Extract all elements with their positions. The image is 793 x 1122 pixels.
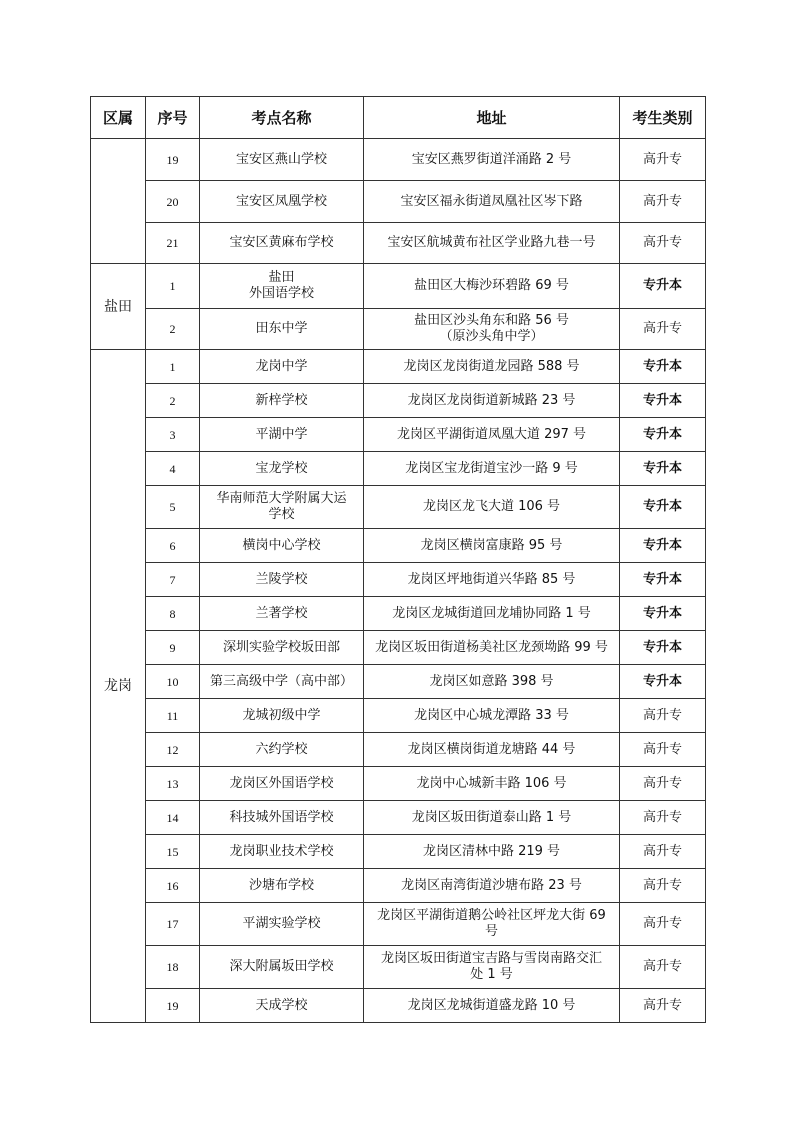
- header-district: 区属: [91, 97, 146, 139]
- row-number-cell: 3: [146, 418, 200, 452]
- table-row: [91, 350, 706, 384]
- row-number-cell: 21: [146, 223, 200, 264]
- site-name-cell: 平湖实验学校: [200, 903, 364, 946]
- address-cell: 宝安区航城黄布社区学业路九巷一号: [364, 223, 620, 264]
- header-category: 考生类别: [620, 97, 706, 139]
- row-number-cell: 5: [146, 486, 200, 529]
- site-name-cell: 兰陵学校: [200, 563, 364, 597]
- category-cell: 高升专: [620, 699, 706, 733]
- address-cell: 龙岗区平湖街道凤凰大道 297 号: [364, 418, 620, 452]
- address-cell: 龙岗区龙城街道回龙埔协同路 1 号: [364, 597, 620, 631]
- address-cell: 龙岗区坂田街道泰山路 1 号: [364, 801, 620, 835]
- site-name-cell: 新梓学校: [200, 384, 364, 418]
- row-number-cell: 19: [146, 139, 200, 181]
- address-cell: 龙岗区龙岗街道龙园路 588 号: [364, 350, 620, 384]
- table-row: [91, 869, 706, 903]
- district-cell: 龙岗: [91, 350, 146, 1023]
- table-row: [91, 529, 706, 563]
- row-number-cell: 19: [146, 989, 200, 1023]
- address-cell: 龙岗区坂田街道宝吉路与雪岗南路交汇 处 1 号: [364, 946, 620, 989]
- address-cell: 龙岗区横岗街道龙塘路 44 号: [364, 733, 620, 767]
- header-site-name: 考点名称: [200, 97, 364, 139]
- site-name-cell: 天成学校: [200, 989, 364, 1023]
- row-number-cell: 1: [146, 350, 200, 384]
- address-cell: 龙岗区宝龙街道宝沙一路 9 号: [364, 452, 620, 486]
- address-cell: 宝安区福永街道凤凰社区岑下路: [364, 181, 620, 223]
- site-name-cell: 盐田 外国语学校: [200, 264, 364, 309]
- row-number-cell: 20: [146, 181, 200, 223]
- district-cell: [91, 139, 146, 264]
- category-cell: 高升专: [620, 139, 706, 181]
- table-row: [91, 264, 706, 309]
- address-cell: 盐田区沙头角东和路 56 号 （原沙头角中学）: [364, 309, 620, 350]
- row-number-cell: 6: [146, 529, 200, 563]
- category-cell: 高升专: [620, 767, 706, 801]
- address-cell: 龙岗区横岗富康路 95 号: [364, 529, 620, 563]
- category-cell: 专升本: [620, 631, 706, 665]
- table-row: [91, 767, 706, 801]
- row-number-cell: 11: [146, 699, 200, 733]
- site-name-cell: 宝安区凤凰学校: [200, 181, 364, 223]
- table-row: [91, 223, 706, 264]
- table-row: [91, 563, 706, 597]
- site-name-cell: 兰著学校: [200, 597, 364, 631]
- category-cell: 高升专: [620, 835, 706, 869]
- category-cell: 专升本: [620, 665, 706, 699]
- category-cell: 高升专: [620, 869, 706, 903]
- site-name-cell: 平湖中学: [200, 418, 364, 452]
- site-name-cell: 六约学校: [200, 733, 364, 767]
- category-cell: 专升本: [620, 264, 706, 309]
- exam-site-table: [90, 96, 706, 1023]
- table-row: [91, 903, 706, 946]
- site-name-cell: 深圳实验学校坂田部: [200, 631, 364, 665]
- district-cell: 盐田: [91, 264, 146, 350]
- table-row: [91, 801, 706, 835]
- row-number-cell: 7: [146, 563, 200, 597]
- address-cell: 龙岗区南湾街道沙塘布路 23 号: [364, 869, 620, 903]
- category-cell: 高升专: [620, 181, 706, 223]
- table-row: [91, 309, 706, 350]
- row-number-cell: 17: [146, 903, 200, 946]
- table-body: [91, 139, 706, 1023]
- category-cell: 专升本: [620, 486, 706, 529]
- address-cell: 龙岗区平湖街道鹅公岭社区坪龙大街 69 号: [364, 903, 620, 946]
- category-cell: 专升本: [620, 452, 706, 486]
- row-number-cell: 12: [146, 733, 200, 767]
- row-number-cell: 13: [146, 767, 200, 801]
- address-cell: 龙岗区坪地街道兴华路 85 号: [364, 563, 620, 597]
- category-cell: 高升专: [620, 903, 706, 946]
- row-number-cell: 2: [146, 309, 200, 350]
- category-cell: 专升本: [620, 350, 706, 384]
- site-name-cell: 龙岗区外国语学校: [200, 767, 364, 801]
- table-row: [91, 989, 706, 1023]
- table-row: [91, 384, 706, 418]
- table-header-row: [91, 97, 706, 139]
- table-row: [91, 699, 706, 733]
- address-cell: 龙岗区中心城龙潭路 33 号: [364, 699, 620, 733]
- table-row: [91, 665, 706, 699]
- category-cell: 高升专: [620, 946, 706, 989]
- address-cell: 盐田区大梅沙环碧路 69 号: [364, 264, 620, 309]
- site-name-cell: 宝安区燕山学校: [200, 139, 364, 181]
- site-name-cell: 宝龙学校: [200, 452, 364, 486]
- table-row: [91, 181, 706, 223]
- site-name-cell: 龙岗中学: [200, 350, 364, 384]
- address-cell: 龙岗区坂田街道杨美社区龙颈坳路 99 号: [364, 631, 620, 665]
- address-cell: 龙岗中心城新丰路 106 号: [364, 767, 620, 801]
- table-row: [91, 139, 706, 181]
- site-name-cell: 第三高级中学（高中部）: [200, 665, 364, 699]
- site-name-cell: 宝安区黄麻布学校: [200, 223, 364, 264]
- row-number-cell: 2: [146, 384, 200, 418]
- row-number-cell: 10: [146, 665, 200, 699]
- address-cell: 龙岗区龙岗街道新城路 23 号: [364, 384, 620, 418]
- table-row: [91, 452, 706, 486]
- table-row: [91, 486, 706, 529]
- address-cell: 宝安区燕罗街道洋涌路 2 号: [364, 139, 620, 181]
- address-cell: 龙岗区龙飞大道 106 号: [364, 486, 620, 529]
- header-number: 序号: [146, 97, 200, 139]
- row-number-cell: 18: [146, 946, 200, 989]
- category-cell: 高升专: [620, 223, 706, 264]
- category-cell: 高升专: [620, 989, 706, 1023]
- row-number-cell: 4: [146, 452, 200, 486]
- category-cell: 专升本: [620, 597, 706, 631]
- site-name-cell: 科技城外国语学校: [200, 801, 364, 835]
- category-cell: 专升本: [620, 418, 706, 452]
- site-name-cell: 华南师范大学附属大运 学校: [200, 486, 364, 529]
- category-cell: 专升本: [620, 384, 706, 418]
- category-cell: 高升专: [620, 309, 706, 350]
- table-row: [91, 597, 706, 631]
- category-cell: 高升专: [620, 801, 706, 835]
- row-number-cell: 15: [146, 835, 200, 869]
- row-number-cell: 8: [146, 597, 200, 631]
- address-cell: 龙岗区如意路 398 号: [364, 665, 620, 699]
- site-name-cell: 深大附属坂田学校: [200, 946, 364, 989]
- site-name-cell: 龙城初级中学: [200, 699, 364, 733]
- table-row: [91, 631, 706, 665]
- site-name-cell: 田东中学: [200, 309, 364, 350]
- site-name-cell: 横岗中心学校: [200, 529, 364, 563]
- header-address: 地址: [364, 97, 620, 139]
- table-row: [91, 418, 706, 452]
- row-number-cell: 16: [146, 869, 200, 903]
- row-number-cell: 9: [146, 631, 200, 665]
- category-cell: 专升本: [620, 563, 706, 597]
- table-row: [91, 733, 706, 767]
- table-row: [91, 946, 706, 989]
- row-number-cell: 1: [146, 264, 200, 309]
- site-name-cell: 龙岗职业技术学校: [200, 835, 364, 869]
- category-cell: 高升专: [620, 733, 706, 767]
- address-cell: 龙岗区清林中路 219 号: [364, 835, 620, 869]
- site-name-cell: 沙塘布学校: [200, 869, 364, 903]
- table-row: [91, 835, 706, 869]
- category-cell: 专升本: [620, 529, 706, 563]
- row-number-cell: 14: [146, 801, 200, 835]
- address-cell: 龙岗区龙城街道盛龙路 10 号: [364, 989, 620, 1023]
